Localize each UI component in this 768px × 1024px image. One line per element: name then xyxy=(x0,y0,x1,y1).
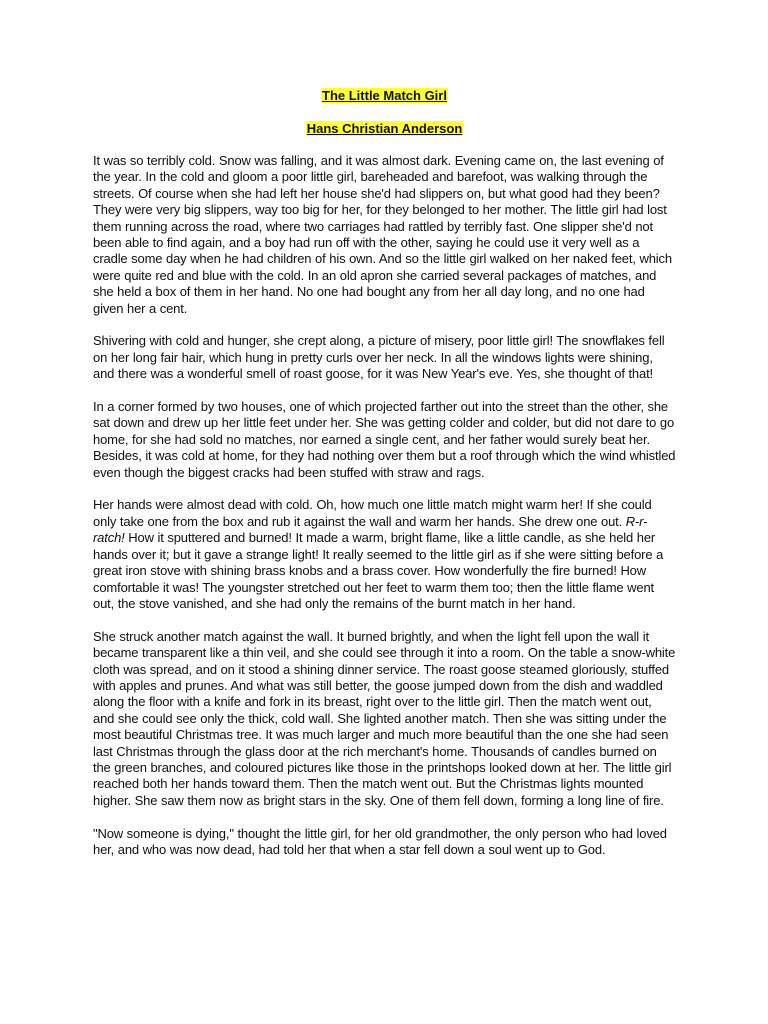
document-title xyxy=(93,88,676,104)
paragraph-6: "Now someone is dying," thought the little girl, for her old grandmother, the only person who had loved her, and who was now dead, had told her that when a star fell down a soul went up to God. xyxy=(93,825,667,857)
page-content xyxy=(93,86,676,875)
paragraph-5: She struck another match against the wall. It burned brightly, and when the light fell upon the wall it became transparent like a thin veil, and she could see through it into a room. On the table a snow-white cloth was spread, and on it stood a shining dinner service. The roast goose steamed gloriously, stuffed with apples and prunes. And what was still better, the goose jumped down from the dish and waddled along the floor with a knife and fork in its breast, right over to the little girl. Then the match went out, and she could see only the thick, cold wall. She lighted another match. Then she was sitting under the most beautiful Christmas tree. It was much larger and much more beautiful than the one she had seen last Christmas through the glass door at the rich merchant's home. Thousands of candles burned on the green branches, and coloured pictures like those in the printshops looked down at her. The little girl reached both her hands toward them. Then the match went out. But the Christmas lights mounted higher. She saw them now as bright stars in the sky. One of them fell down, forming a long line of fire. xyxy=(93,628,676,808)
paragraph-4-start: Her hands were almost dead with cold. Oh, how much one little match might warm her! If she could only take one from the box and rub it against the wall and warm her hands. She drew one out. xyxy=(93,497,652,529)
document-author-text: Hans Christian Anderson xyxy=(306,121,463,136)
paragraph-3: In a corner formed by two houses, one of which projected farther out into the street than the other, she sat down and drew up her little feet under her. She was getting colder and colder, but did not dare to go home, for she had sold no matches, nor earned a single cent, and her father would surely beat her. Besides, it was cold at home, for they had nothing over them but a roof through which the wind whistled even though the biggest cracks had been stuffed with straw and rags. xyxy=(93,399,676,480)
paragraph-4 xyxy=(93,497,676,612)
story-body xyxy=(93,153,676,858)
paragraph-4-italic: R-r-ratch! xyxy=(93,513,648,546)
document-title-text: The Little Match Girl xyxy=(322,88,447,103)
paragraph-4-end: How it sputtered and burned! It made a warm, bright flame, like a little candle, as she held her hands over it; but it gave a strange light! It really seemed to the little girl as if she were sitting before a great iron stove with shining brass knobs and a brass cover. How wonderfully the fire burned! How comfortable it was! The youngster stretched out her feet to warm them too; then the little flame went out, the stove vanished, and she had only the remains of the burnt match in her hand. xyxy=(93,530,664,611)
document-author xyxy=(93,121,676,137)
paragraph-1: It was so terribly cold. Snow was falling, and it was almost dark. Evening came on, the last evening of the year. In the cold and gloom a poor little girl, bareheaded and barefoot, was walking through the streets. Of course when she had left her house she'd had slippers on, but what good had they been? They were very big slippers, way too big for her, for they belonged to her mother. The little girl had lost them running across the road, where two carriages had rattled by terribly fast. One slipper she'd not been able to find again, and a boy had run off with the other, saying he could use it very well as a cradle some day when he had children of his own. And so the little girl walked on her naked feet, which were quite red and blue with the cold. In an old apron she carried several packages of matches, and she held a box of them in her hand. No one had bought any from her all day long, and no one had given her a cent. xyxy=(93,153,672,316)
paragraph-2: Shivering with cold and hunger, she crept along, a picture of misery, poor little girl! The snowflakes fell on her long fair hair, which hung in pretty curls over her neck. In all the windows lights were shining, and there was a wonderful smell of roast goose, for it was New Year's eve. Yes, she thought of that! xyxy=(93,333,665,382)
